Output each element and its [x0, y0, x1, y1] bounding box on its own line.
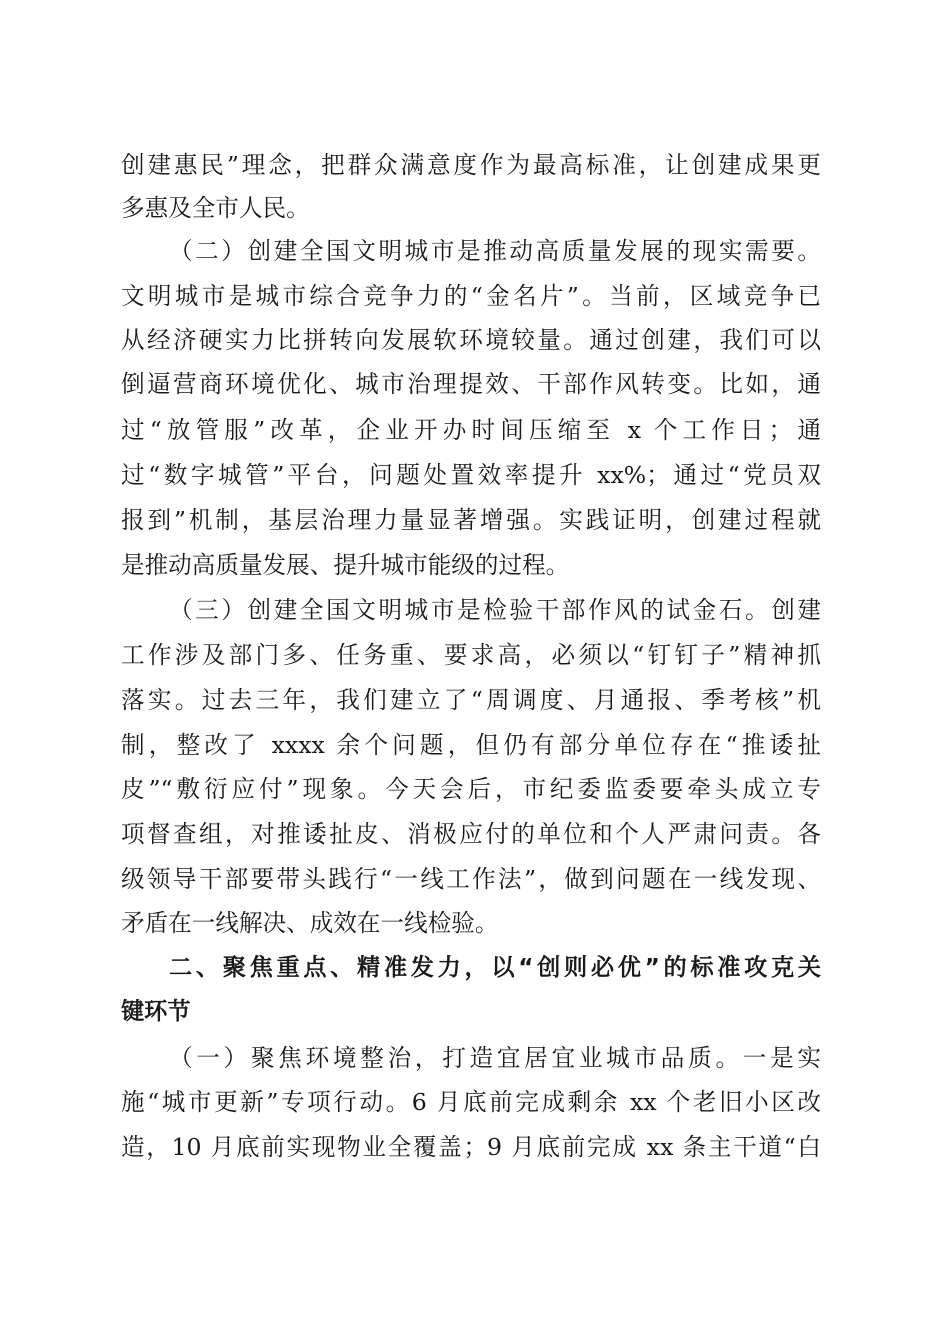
- section-heading: （二）创建全国文明城市是推动高质量发展的现实需要。: [169, 237, 821, 265]
- chapter-heading: 二、聚焦重点、精准发力，以“创则必优”的标准攻克关: [169, 954, 821, 981]
- text-line: 多惠及全市人民。: [121, 194, 310, 222]
- text-line: 级领导干部要带头践行“一线工作法”，做到问题在一线发现、: [121, 865, 821, 893]
- chapter-heading: 键环节: [121, 998, 191, 1025]
- text-line: 是推动高质量发展、提升城市能级的过程。: [121, 551, 570, 579]
- text-line: 倒逼营商环境优化、城市治理提效、干部作风转变。比如，通: [121, 370, 821, 398]
- text-line: 过“数字城管”平台，问题处置效率提升 xx%；通过“党员双: [121, 461, 821, 489]
- text-line: 落实。过去三年，我们建立了“周调度、月通报、季考核”机: [121, 686, 821, 714]
- text-line: 施“城市更新”专项行动。6 月底前完成剩余 xx 个老旧小区改: [121, 1088, 821, 1116]
- text-line: 创建惠民”理念，把群众满意度作为最高标准，让创建成果更: [121, 151, 821, 179]
- text-line: 项督查组，对推诿扯皮、消极应付的单位和个人严肃问责。各: [121, 820, 821, 848]
- section-heading: （一）聚焦环境整治，打造宜居宜业城市品质。一是实: [169, 1044, 821, 1072]
- text-line: 矛盾在一线解决、成效在一线检验。: [121, 909, 499, 937]
- text-line: 工作涉及部门多、任务重、要求高，必须以“钉钉子”精神抓: [121, 641, 821, 669]
- text-line: 报到”机制，基层治理力量显著增强。实践证明，创建过程就: [121, 506, 821, 534]
- text-line: 造，10 月底前实现物业全覆盖；9 月底前完成 xx 条主干道“白: [121, 1133, 821, 1161]
- text-line: 文明城市是城市综合竞争力的“金名片”。当前，区域竞争已: [121, 282, 821, 310]
- text-line: 制，整改了 xxxx 余个问题，但仍有部分单位存在“推诿扯: [121, 731, 821, 759]
- section-heading: （三）创建全国文明城市是检验干部作风的试金石。创建: [169, 596, 821, 624]
- text-line: 过“放管服”改革，企业开办时间压缩至 x 个工作日；通: [121, 416, 821, 444]
- text-line: 皮”“敷衍应付”现象。今天会后，市纪委监委要牵头成立专: [121, 775, 821, 803]
- text-line: 从经济硬实力比拼转向发展软环境较量。通过创建，我们可以: [121, 326, 821, 354]
